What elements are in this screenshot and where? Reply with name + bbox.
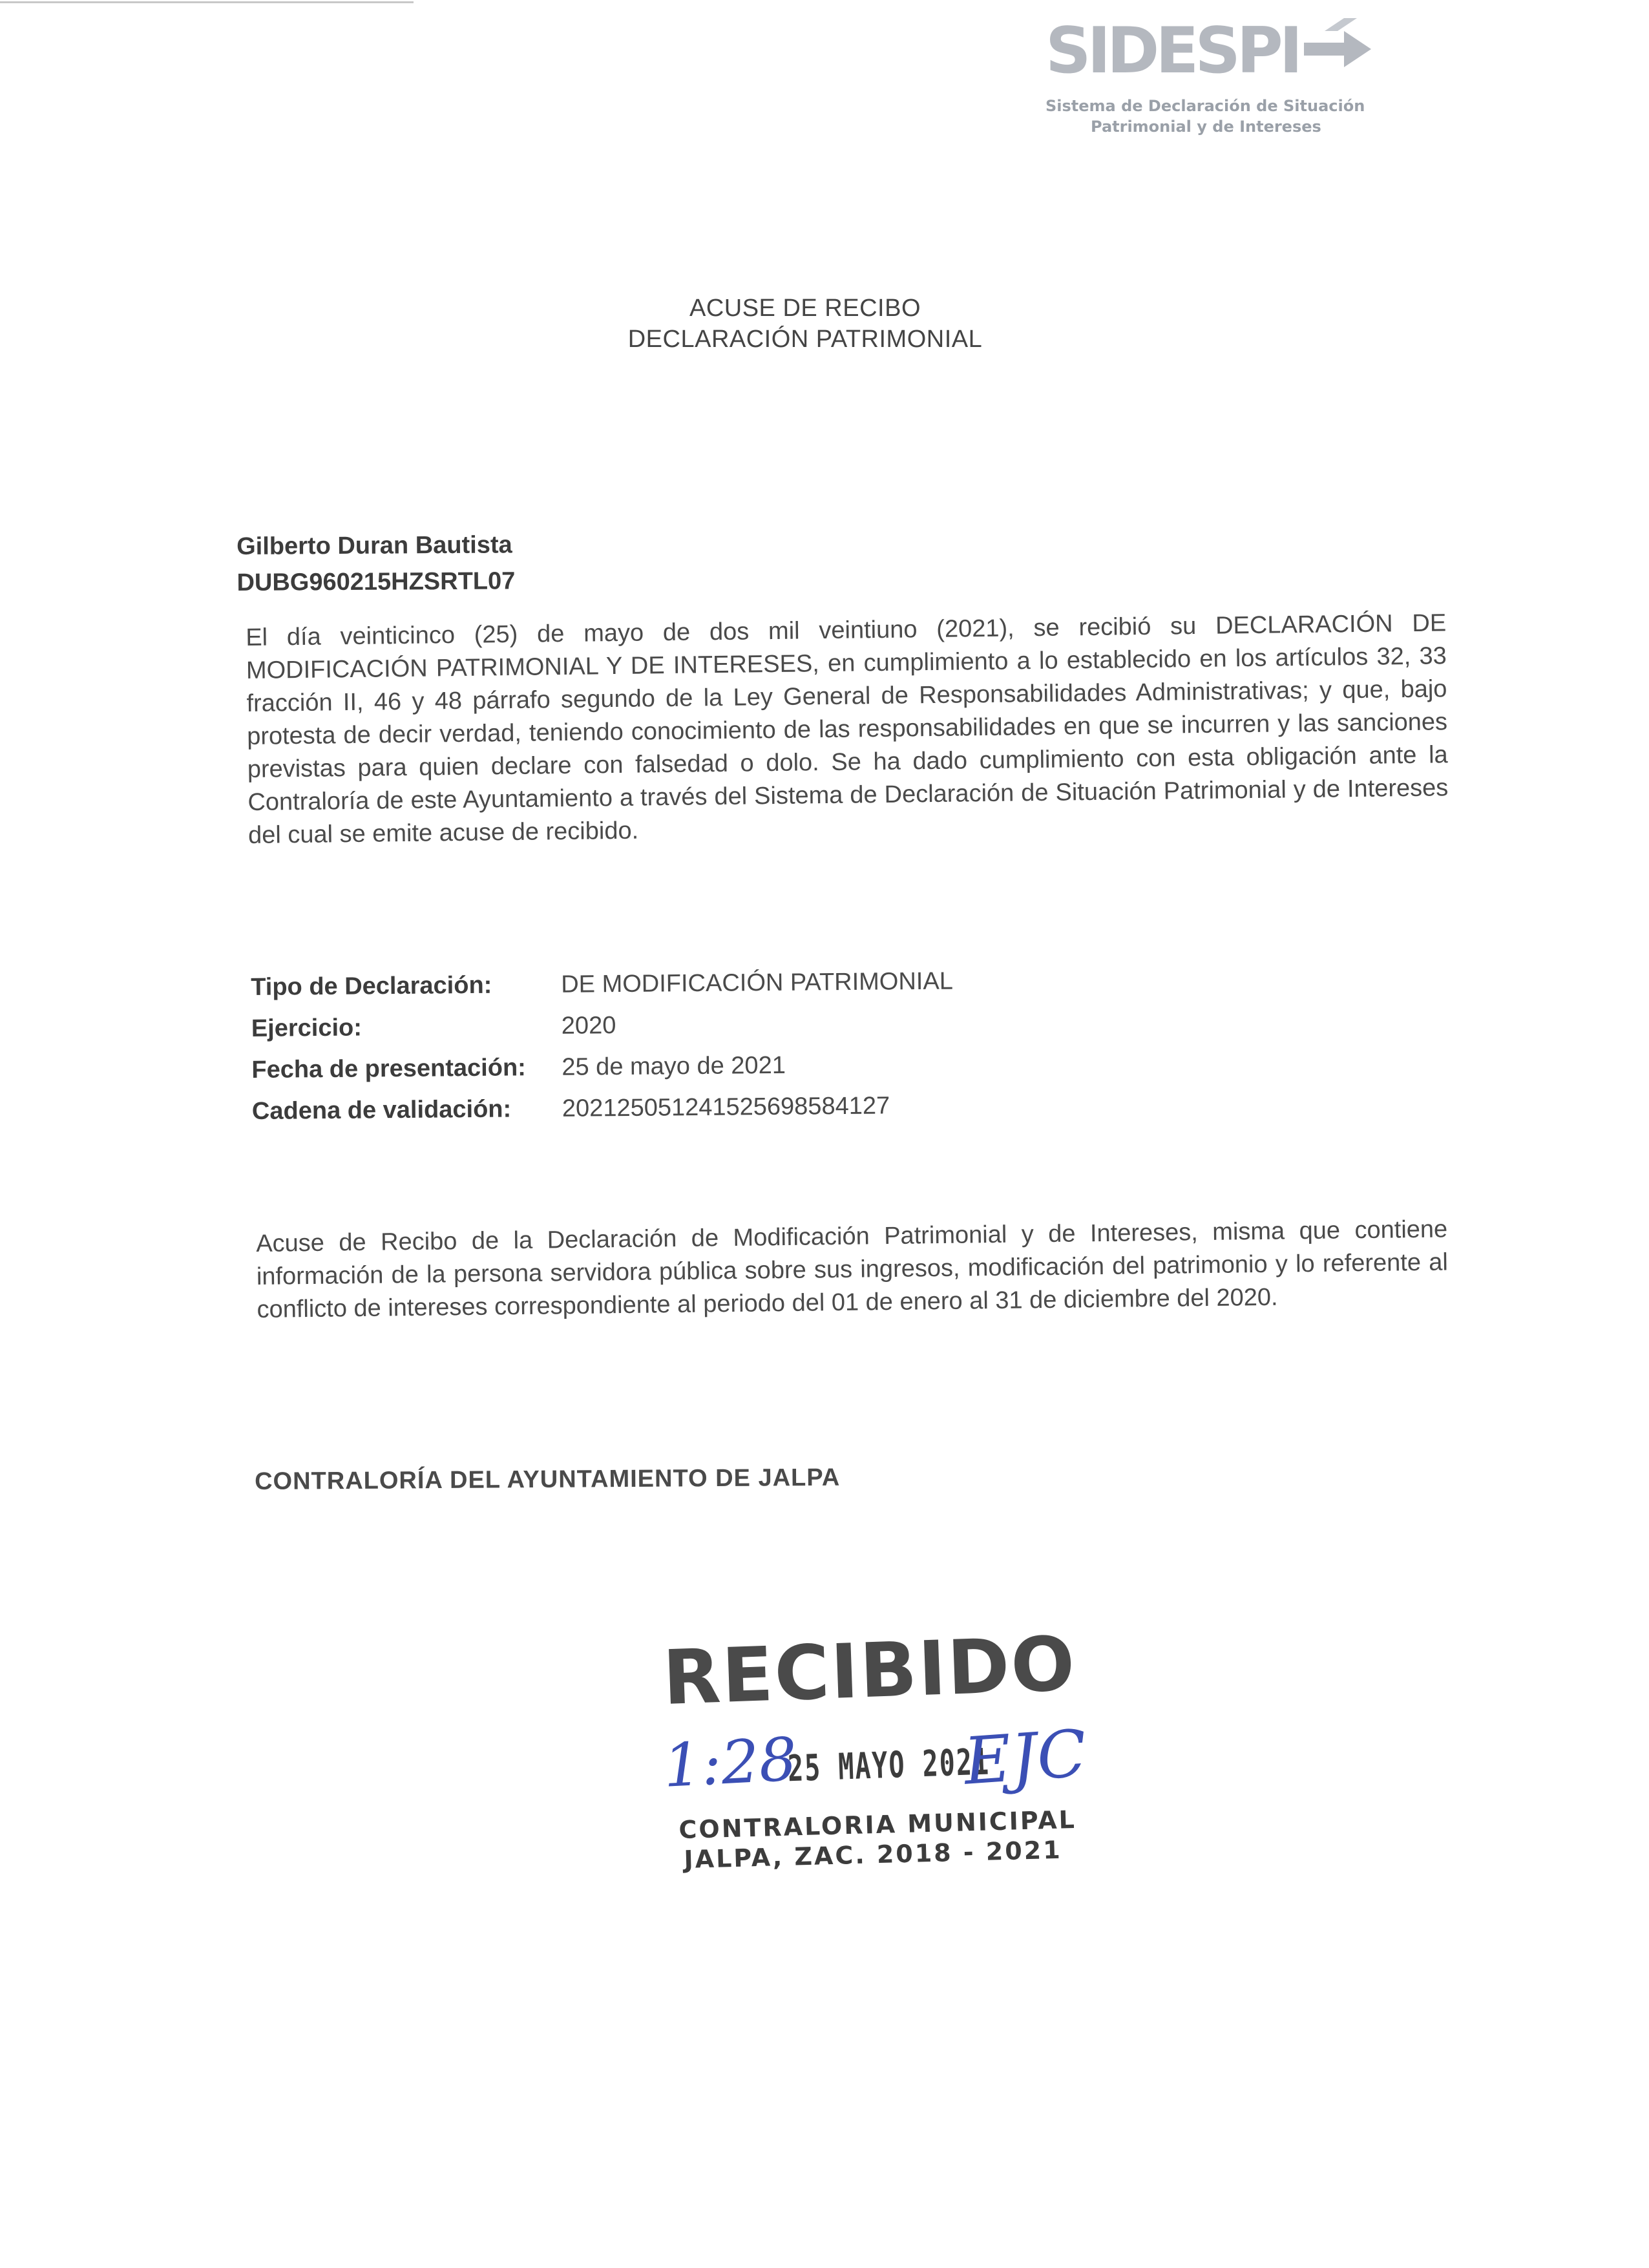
declarant-name: Gilberto Duran Bautista bbox=[236, 531, 512, 560]
detail-row-exercise bbox=[251, 1002, 954, 1049]
detail-row-date bbox=[251, 1044, 954, 1091]
detail-label: Tipo de Declaración: bbox=[251, 971, 492, 1001]
detail-label: Fecha de presentación: bbox=[251, 1054, 527, 1084]
document-subtitle: DECLARACIÓN PATRIMONIAL bbox=[627, 326, 983, 353]
stamp-office-line: CONTRALORIA MUNICIPAL bbox=[678, 1805, 1077, 1844]
detail-value: DE MODIFICACIÓN PATRIMONIAL bbox=[561, 967, 954, 998]
stamp-handwritten-initials: EJC bbox=[961, 1715, 1089, 1800]
top-rule bbox=[0, 1, 414, 3]
detail-label: Cadena de validación: bbox=[251, 1095, 512, 1125]
stamp-handwritten-time: 1:28 bbox=[662, 1725, 799, 1801]
declarant-id-code: DUBG960215HZSRTL07 bbox=[236, 567, 516, 596]
stamp-location-line: JALPA, ZAC. 2018 - 2021 bbox=[684, 1835, 1063, 1874]
stamp-title: RECIBIDO bbox=[661, 1620, 1078, 1722]
arrow-icon bbox=[1299, 12, 1376, 83]
stamp-date: 25 MAYO 2021 bbox=[787, 1741, 991, 1790]
document-title: ACUSE DE RECIBO bbox=[689, 295, 921, 322]
detail-row-type bbox=[251, 961, 953, 1008]
declaration-details bbox=[251, 961, 954, 1132]
declarant-block bbox=[236, 527, 516, 601]
detail-label: Ejercicio: bbox=[251, 1014, 362, 1042]
logo-subtitle-line2: Patrimonial y de Intereses bbox=[1091, 118, 1321, 136]
detail-value: 25 de mayo de 2021 bbox=[562, 1051, 786, 1081]
detail-value: 20212505124152569858412​7 bbox=[562, 1092, 890, 1122]
receipt-paragraph: El día veinticinco (25) de mayo de dos mil veintiuno (2021), se recibió su DECLARACIÓN DE MODIFICACIÓN PATRIMONIAL Y DE INTERESES, en cumplimiento a lo establecido en los artículos 32, 33 fracción II, 46 y 48 párrafo segundo de la Ley General de Responsabilidades Administrativas; y que, bajo protesta de decir verdad, teniendo conocimiento de las responsabilidades en que se incurren y las sanciones previstas para quien declare con falsedad o dolo. Se ha dado cumplimiento con esta obligación ante la Contraloría de este Ayuntamiento a través del Sistema de Declaración de Situación Patrimonial y de Intereses del cual se emite acuse de recibido. bbox=[246, 609, 1449, 849]
sidespi-logo bbox=[1040, 6, 1376, 136]
issuing-office: CONTRALORÍA DEL AYUNTAMIENTO DE JALPA bbox=[255, 1464, 841, 1495]
detail-row-validation bbox=[252, 1085, 954, 1132]
detail-value: 2020 bbox=[561, 1012, 616, 1040]
summary-paragraph: Acuse de Recibo de la Declaración de Modificación Patrimonial y de Intereses, misma que contiene información de la persona servidora pública sobre sus ingresos, modificación del patrimonio y lo referente al conflicto de intereses correspondiente al periodo del 01 de enero al 31 de diciembre del 2020. bbox=[256, 1215, 1449, 1323]
logo-wordmark: SIDESPI bbox=[1045, 14, 1299, 88]
logo-subtitle-line1: Sistema de Declaración de Situación bbox=[1045, 97, 1365, 115]
